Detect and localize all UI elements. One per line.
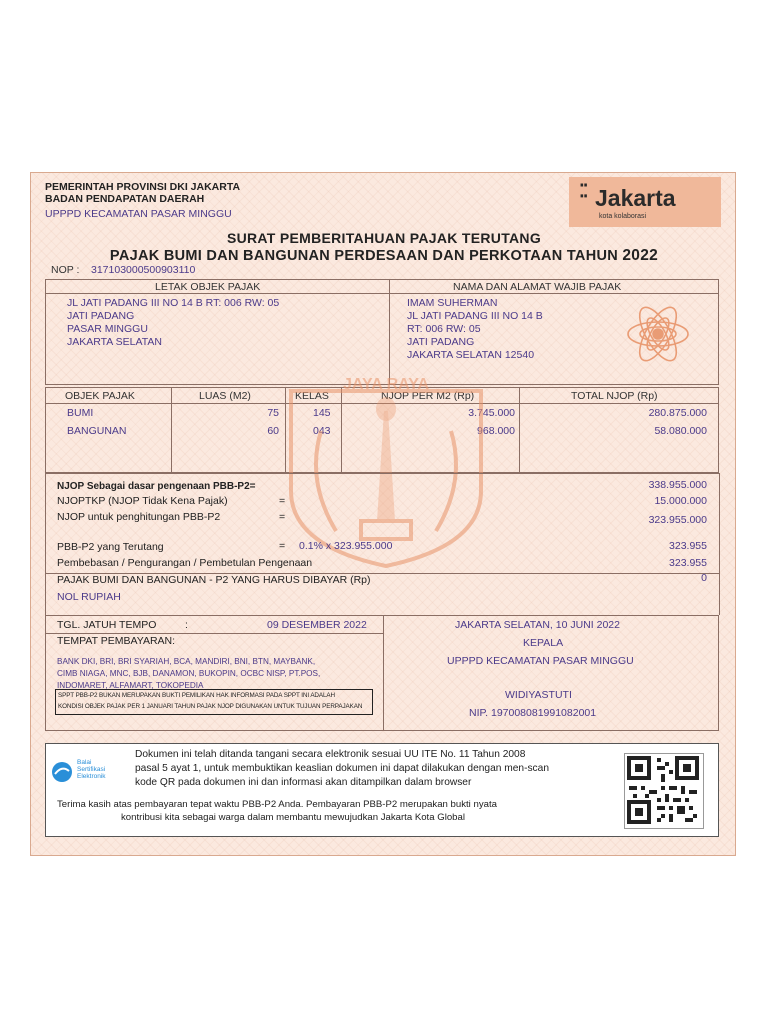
wajib-line: JAKARTA SELATAN 12540 xyxy=(407,349,535,361)
jakarta-logo xyxy=(569,177,721,227)
office-name: UPPPD KECAMATAN PASAR MINGGU xyxy=(45,208,232,220)
cell-objek: BUMI xyxy=(67,407,94,419)
bsre-line: Elektronik xyxy=(77,773,106,780)
doc-subtitle xyxy=(31,247,736,265)
logo-brand: Jakarta xyxy=(595,185,676,211)
tax-year: 2022 xyxy=(622,247,659,264)
letak-header: LETAK OBJEK PAJAK xyxy=(155,281,261,293)
pembebasan-value: 323.955 xyxy=(669,557,707,569)
dibayar-label: PAJAK BUMI DAN BANGUNAN - P2 YANG HARUS DIBAYAR (Rp) xyxy=(57,574,371,586)
jakarta-mark-icon: ⁚⁚ xyxy=(579,181,587,201)
col-njop-m2: NJOP PER M2 (Rp) xyxy=(381,390,475,402)
njop-dasar-label: NJOP Sebagai dasar pengenaan PBB-P2= xyxy=(57,481,256,492)
bank-line: CIMB NIAGA, MNC, BJB, DANAMON, BUKOPIN, OCBC NISP, PT.POS, xyxy=(57,669,321,678)
njop-hitung-label: NJOP untuk penghitungan PBB-P2 xyxy=(57,511,221,523)
security-rosette-icon xyxy=(623,301,693,367)
terutang-value: 323.955 xyxy=(669,540,707,552)
letak-line: JAKARTA SELATAN xyxy=(67,336,162,348)
col-total-njop: TOTAL NJOP (Rp) xyxy=(571,390,658,402)
cell-total-njop: 280.875.000 xyxy=(648,407,707,419)
njoptkp-eq: = xyxy=(279,495,286,507)
njoptkp-label: NJOPTKP (NJOP Tidak Kena Pajak) xyxy=(57,495,228,507)
letak-line: JL JATI PADANG III NO 14 B RT: 006 RW: 05 xyxy=(67,297,280,309)
watermark-text: JAYA RAYA xyxy=(343,376,429,393)
dibayar-value: 0 xyxy=(701,572,707,584)
doc-subtitle-text: PAJAK BUMI DAN BANGUNAN PERDESAAN DAN PERKOTAAN TAHUN xyxy=(109,248,619,264)
terutang-label: PBB-P2 yang Terutang xyxy=(57,541,164,553)
signer-name: WIDIYASTUTI xyxy=(505,689,572,701)
cell-kelas: 043 xyxy=(313,425,331,437)
notice-box xyxy=(55,689,373,715)
wajib-line: RT: 006 RW: 05 xyxy=(407,323,481,335)
njop-dasar-value: 338.955.000 xyxy=(648,479,707,491)
pembebasan-label: Pembebasan / Pengurangan / Pembetulan Pengenaan xyxy=(57,557,313,569)
nop-label: NOP : xyxy=(51,264,80,276)
wajib-line: JL JATI PADANG III NO 14 B xyxy=(407,310,543,322)
cell-luas: 60 xyxy=(267,425,279,437)
esign-line: pasal 5 ayat 1, untuk membuktikan keaslian dokumen ini dapat dilakukan dengan men-scan xyxy=(135,763,549,774)
terbilang: NOL RUPIAH xyxy=(57,591,121,603)
njop-hitung-eq: = xyxy=(279,511,286,523)
agency-name: BADAN PENDAPATAN DAERAH xyxy=(45,193,205,205)
logo-tagline: kota kolaborasi xyxy=(599,213,647,220)
njoptkp-value: 15.000.000 xyxy=(654,495,707,507)
jatuh-tempo-value: 09 DESEMBER 2022 xyxy=(267,619,367,631)
jatuh-tempo-label: TGL. JATUH TEMPO xyxy=(57,619,157,631)
thanks-line: Terima kasih atas pembayaran tepat waktu PBB-P2 Anda. Pembayaran PBB-P2 merupakan bukti nyata xyxy=(57,799,497,810)
letak-line: JATI PADANG xyxy=(67,310,135,322)
bsre-text xyxy=(77,759,106,780)
doc-title: SURAT PEMBERITAHUAN PAJAK TERUTANG xyxy=(226,230,542,246)
nop-value: 317103000500903110 xyxy=(91,264,196,276)
wajib-line: JATI PADANG xyxy=(407,336,475,348)
thanks-line: kontribusi kita sebagai warga dalam membantu mewujudkan Jakarta Kota Global xyxy=(121,812,465,823)
letak-line: PASAR MINGGU xyxy=(67,323,148,335)
tempat-label: TEMPAT PEMBAYARAN: xyxy=(57,635,176,647)
cell-luas: 75 xyxy=(267,407,279,419)
esign-line: kode QR pada dokumen ini dan informasi akan ditampilkan dalam browser xyxy=(135,777,472,788)
col-luas: LUAS (M2) xyxy=(199,390,251,402)
sign-title: KEPALA xyxy=(523,637,564,649)
bank-line: INDOMARET, ALFAMART, TOKOPEDIA xyxy=(57,681,204,690)
sign-office: UPPPD KECAMATAN PASAR MINGGU xyxy=(447,655,634,667)
bsre-line: Balai xyxy=(77,759,92,766)
cell-kelas: 145 xyxy=(313,407,331,419)
esign-line: Dokumen ini telah ditanda tangani secara elektronik sesuai UU ITE No. 11 Tahun 2008 xyxy=(135,749,526,760)
cell-njop-m2: 3.745.000 xyxy=(468,407,515,419)
qr-code-icon[interactable] xyxy=(624,753,704,829)
notice-line: SPPT PBB-P2 BUKAN MERUPAKAN BUKTI PEMILIKAN HAK INFORMASI PADA SPPT INI ADALAH xyxy=(58,692,335,699)
qr-pattern xyxy=(625,754,701,826)
wajib-header: NAMA DAN ALAMAT WAJIB PAJAK xyxy=(453,281,622,293)
cell-njop-m2: 968.000 xyxy=(477,425,515,437)
sign-place-date: JAKARTA SELATAN, 10 JUNI 2022 xyxy=(455,619,620,631)
terutang-eq: = xyxy=(279,540,286,552)
njop-hitung-value: 323.955.000 xyxy=(648,514,707,526)
col-objek: OBJEK PAJAK xyxy=(65,390,135,402)
cell-objek: BANGUNAN xyxy=(67,425,127,437)
bsre-globe-icon xyxy=(51,761,73,783)
terutang-formula: 0.1% x 323.955.000 xyxy=(299,540,393,552)
bank-line: BANK DKI, BRI, BRI SYARIAH, BCA, MANDIRI, BNI, BTN, MAYBANK, xyxy=(57,657,316,666)
signer-nip: NIP. 197008081991082001 xyxy=(469,707,597,719)
gov-name: PEMERINTAH PROVINSI DKI JAKARTA xyxy=(45,181,241,193)
col-kelas: KELAS xyxy=(295,390,329,402)
jatuh-tempo-colon: : xyxy=(185,619,188,631)
wajib-line: IMAM SUHERMAN xyxy=(407,297,498,309)
notice-line: KONDISI OBJEK PAJAK PER 1 JANUARI TAHUN PAJAK NJOP DIGUNAKAN UNTUK TUJUAN PERPAJAKAN xyxy=(58,703,363,710)
sppt-document xyxy=(30,172,736,856)
bsre-line: Sertifikasi xyxy=(77,766,106,773)
cell-total-njop: 58.080.000 xyxy=(654,425,707,437)
